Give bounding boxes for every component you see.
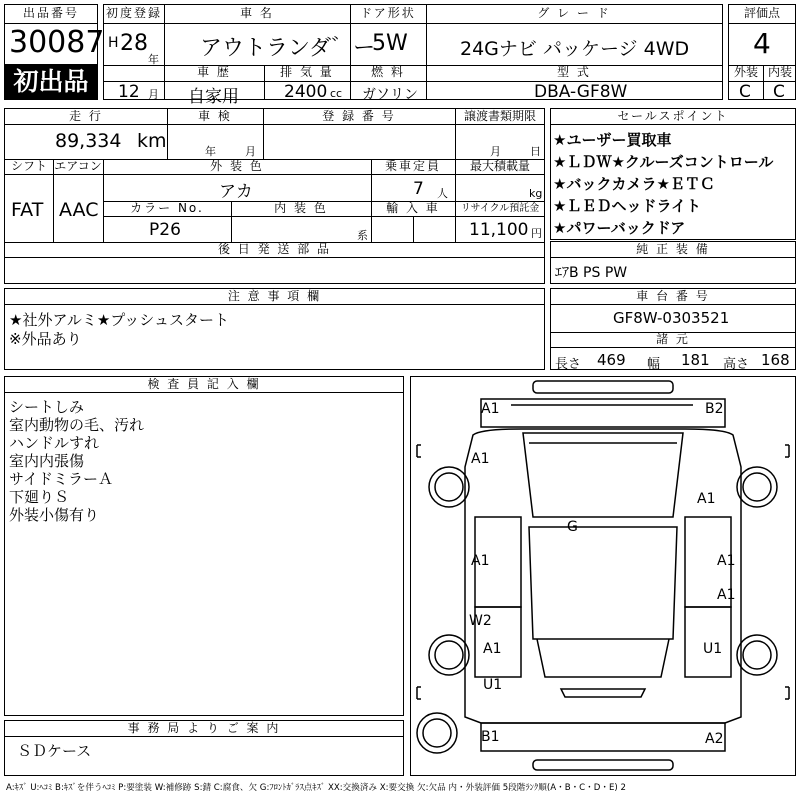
score-box <box>728 4 796 100</box>
ac-label: エアコン <box>54 159 102 173</box>
inspector-line: ハンドルすれ <box>9 434 100 452</box>
inspection-label: 車 検 <box>198 109 232 123</box>
notes-label: 注 意 事 項 欄 <box>227 289 322 303</box>
car-outline-svg <box>411 377 795 775</box>
load-unit: kg <box>529 187 543 200</box>
length-value: 469 <box>597 351 626 369</box>
score-value: 4 <box>753 27 771 60</box>
mileage-value: 89,334 <box>55 130 122 152</box>
colorno-value: P26 <box>149 220 181 240</box>
damage-mark: A1 <box>717 587 736 603</box>
grade-label: グ レ ー ド <box>537 6 611 20</box>
equipment-value: ｴｱB PS PW <box>555 265 628 281</box>
damage-mark: A1 <box>471 451 490 467</box>
sales-points-box <box>550 108 796 240</box>
model-label: 車 名 <box>240 6 274 20</box>
damage-mark: A1 <box>483 641 502 657</box>
width-label: 幅 <box>647 357 661 372</box>
score-label: 評価点 <box>743 6 780 20</box>
notes-box <box>4 288 545 370</box>
mileage-unit: km <box>137 130 167 152</box>
damage-diagram <box>410 376 796 776</box>
sales-points-label: セールスポイント <box>617 109 729 123</box>
insp-year-unit: 年 <box>205 145 216 158</box>
transfer-day-unit: 日 <box>530 145 541 158</box>
load-label: 最大積載量 <box>469 159 530 173</box>
damage-mark: A1 <box>471 553 490 569</box>
first-reg-label: 初度登録 <box>105 6 162 20</box>
header-table <box>103 4 723 107</box>
disp-label: 排 気 量 <box>280 65 334 79</box>
era: H <box>108 35 119 51</box>
chassis-value: GF8W-0303521 <box>613 309 730 327</box>
width-value: 181 <box>681 351 710 369</box>
reg-year: 28 <box>120 31 148 56</box>
damage-mark: A1 <box>697 491 716 507</box>
note-line: ★社外アルミ★プッシュスタート <box>9 311 229 329</box>
color-value: アカ <box>219 182 253 202</box>
transfer-month-unit: 月 <box>490 145 501 158</box>
door-type: 5W <box>372 31 408 56</box>
damage-mark: A1 <box>481 401 500 417</box>
ext-label: 外装 <box>733 65 758 79</box>
ext-grade: C <box>739 82 751 102</box>
disp-value: 2400 <box>284 82 328 102</box>
shift-value: FAT <box>11 199 44 221</box>
int-label: 内装 <box>767 65 792 79</box>
recycle-unit: 円 <box>531 227 542 240</box>
damage-mark: U1 <box>703 641 723 657</box>
import-label: 輸 入 車 <box>386 201 440 215</box>
equipment-box <box>550 241 796 284</box>
seats-value: 7 <box>413 179 424 199</box>
inspector-label: 検 査 員 記 入 欄 <box>147 377 261 391</box>
year-unit: 年 <box>148 53 159 66</box>
intcolor-label: 内 装 色 <box>274 201 328 215</box>
history-label: 車 歴 <box>197 65 231 79</box>
colorno-label: カラー No. <box>130 201 204 215</box>
damage-mark: U1 <box>483 677 503 693</box>
seats-unit: 人 <box>437 187 448 200</box>
fuel-label: 燃 料 <box>371 65 405 79</box>
sales-point: ★バックカメラ★ＥＴＣ <box>553 175 715 193</box>
spec-label: 諸 元 <box>656 332 690 346</box>
sales-point: ★ＬＤＷ★クルーズコントロール <box>553 153 774 171</box>
recycle-value: 11,100 <box>469 220 529 240</box>
inspector-line: 室内動物の毛、汚れ <box>9 416 145 434</box>
door-label: ドア形状 <box>360 6 416 20</box>
damage-mark: A2 <box>705 731 724 747</box>
lot-label: 出品番号 <box>22 6 79 20</box>
first-listing-badge: 初出品 <box>4 64 98 100</box>
model-name: アウトランダ゛ー <box>200 36 376 61</box>
inspector-line: 下廻りＳ <box>9 488 70 506</box>
reg-number-label: 登 録 番 号 <box>322 109 396 123</box>
sales-point: ★ユーザー買取車 <box>553 131 672 149</box>
office-box <box>4 720 404 776</box>
note-line: ※外品あり <box>9 330 82 348</box>
inspector-box <box>4 376 404 716</box>
chassis-label: 車 台 番 号 <box>636 289 710 303</box>
damage-mark: A1 <box>717 553 736 569</box>
damage-mark: B2 <box>705 401 724 417</box>
office-value: ＳＤケース <box>17 742 92 760</box>
equipment-label: 純 正 装 備 <box>636 242 710 256</box>
color-label: 外 装 色 <box>210 159 264 173</box>
reg-month: 12 <box>118 82 140 102</box>
intcolor-unit: 系 <box>357 229 368 242</box>
month-unit: 月 <box>148 88 159 101</box>
history-value: 自家用 <box>188 87 239 107</box>
ac-value: AAC <box>59 199 99 221</box>
mileage-label: 走 行 <box>69 109 103 123</box>
lot-number: 30087 <box>9 25 105 60</box>
height-value: 168 <box>761 351 790 369</box>
details-table <box>4 108 545 284</box>
inspector-line: シートしみ <box>9 398 85 416</box>
inspector-line: 外装小傷有り <box>9 506 100 524</box>
chassis-box <box>550 288 796 370</box>
damage-mark: G <box>567 519 578 535</box>
disp-unit: cc <box>330 87 343 100</box>
transfer-label: 譲渡書類期限 <box>463 109 536 123</box>
type-label: 型 式 <box>557 65 591 79</box>
int-grade: C <box>773 82 785 102</box>
inspector-line: サイドミラーＡ <box>9 470 113 488</box>
recycle-label: リサイクル預託金 <box>460 203 540 214</box>
legend: A:ｷｽﾞ U:ﾍｺﾐ B:ｷｽﾞを伴うﾍｺﾐ P:要塗装 W:補修跡 S:錆 C:腐食、欠 G:ﾌﾛﾝﾄｶﾞﾗｽ点ｷｽﾞ XX:交換済み X:要交換 欠:欠品 内・外装評価 5段階ﾗﾝｸ順(A・B・C・D・E) 2 <box>6 783 626 793</box>
grade-value: 24Gナビ パッケージ 4WD <box>460 38 690 60</box>
sales-point: ★ＬＥＤヘッドライト <box>553 197 701 215</box>
later-parts-label: 後 日 発 送 部 品 <box>217 242 332 256</box>
height-label: 高さ <box>723 357 750 372</box>
insp-month-unit: 月 <box>245 145 256 158</box>
office-label: 事 務 局 よ り ご 案 内 <box>127 721 281 735</box>
length-label: 長さ <box>555 357 582 372</box>
fuel-value: ガソリン <box>362 87 418 103</box>
damage-mark: W2 <box>469 613 492 629</box>
shift-label: シフト <box>10 159 47 173</box>
seats-label: 乗車定員 <box>384 159 441 173</box>
damage-mark: B1 <box>481 729 500 745</box>
inspector-line: 室内内張傷 <box>9 452 85 470</box>
sales-point: ★パワーバックドア <box>553 219 686 237</box>
type-value: DBA-GF8W <box>534 82 628 102</box>
